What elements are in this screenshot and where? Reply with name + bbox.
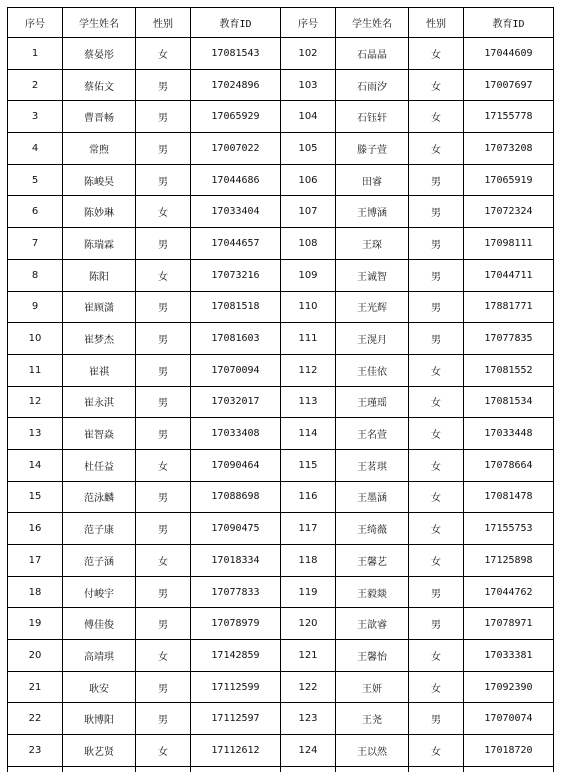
- cell-id-left: 17007022: [191, 133, 281, 165]
- cell-seq-left: 14: [8, 449, 63, 481]
- cell-seq-left: 1: [8, 38, 63, 70]
- cell-gender-left: 男: [136, 386, 191, 418]
- cell-name-right: 王尧: [336, 703, 409, 735]
- cell-gender-left: 女: [136, 640, 191, 672]
- cell-gender-right: 女: [409, 640, 464, 672]
- cell-seq-left: 21: [8, 671, 63, 703]
- cell-name-left: 崔顾潇: [63, 291, 136, 323]
- cell-seq-left: 20: [8, 640, 63, 672]
- cell-seq-left: 5: [8, 164, 63, 196]
- cell-name-right: 王博涵: [336, 196, 409, 228]
- cell-id-left: 17088698: [191, 481, 281, 513]
- cell-seq-left: 23: [8, 735, 63, 767]
- cell-name-right: 王绮薇: [336, 513, 409, 545]
- cell-gender-right: 男: [409, 608, 464, 640]
- cell-name-left: 范子康: [63, 513, 136, 545]
- cell-seq-right: 105: [281, 133, 336, 165]
- cell-name-right: 王名萱: [336, 418, 409, 450]
- cell-seq-right: 112: [281, 354, 336, 386]
- cell-name-left: 耿艺贤: [63, 735, 136, 767]
- cell-gender-left: 男: [136, 513, 191, 545]
- cell-gender-left: 女: [136, 735, 191, 767]
- cell-id-left: 17077833: [191, 576, 281, 608]
- cell-gender-right: 女: [409, 386, 464, 418]
- cell-id-right: 17077835: [464, 323, 554, 355]
- cell-name-left: 陈瑞霖: [63, 228, 136, 260]
- cell-gender-left: 女: [136, 38, 191, 70]
- cutoff-cell: [8, 766, 63, 772]
- cell-name-left: 蔡晏彤: [63, 38, 136, 70]
- cutoff-cell: [281, 766, 336, 772]
- cell-seq-right: 104: [281, 101, 336, 133]
- cell-id-right: 17881771: [464, 291, 554, 323]
- cell-id-left: 17024896: [191, 69, 281, 101]
- roster-body: [8, 38, 554, 772]
- cell-name-right: 王诚智: [336, 259, 409, 291]
- table-row: [8, 386, 554, 418]
- cell-seq-left: 12: [8, 386, 63, 418]
- table-row: [8, 196, 554, 228]
- cell-seq-left: 18: [8, 576, 63, 608]
- table-row: [8, 735, 554, 767]
- cell-seq-right: 110: [281, 291, 336, 323]
- cell-id-left: 17112599: [191, 671, 281, 703]
- cell-id-left: 17018334: [191, 545, 281, 577]
- cell-name-right: 王馨艺: [336, 545, 409, 577]
- cell-name-right: 滕子萱: [336, 133, 409, 165]
- table-row: [8, 101, 554, 133]
- cell-gender-left: 女: [136, 449, 191, 481]
- cell-name-left: 傅佳俊: [63, 608, 136, 640]
- cell-gender-left: 男: [136, 228, 191, 260]
- header-id-left: 教育ID: [191, 8, 281, 38]
- cutoff-cell: [63, 766, 136, 772]
- cell-id-left: 17142859: [191, 640, 281, 672]
- cell-id-right: 17033448: [464, 418, 554, 450]
- cell-seq-right: 106: [281, 164, 336, 196]
- table-row: [8, 418, 554, 450]
- cell-name-left: 陈妙琳: [63, 196, 136, 228]
- cell-name-left: 杜任益: [63, 449, 136, 481]
- cell-seq-right: 117: [281, 513, 336, 545]
- table-row: [8, 703, 554, 735]
- cell-name-right: 王馨怡: [336, 640, 409, 672]
- cell-gender-left: 男: [136, 481, 191, 513]
- cell-gender-left: 男: [136, 608, 191, 640]
- cell-seq-left: 17: [8, 545, 63, 577]
- cell-id-right: 17044609: [464, 38, 554, 70]
- cell-gender-right: 男: [409, 576, 464, 608]
- cell-name-left: 高靖琪: [63, 640, 136, 672]
- cell-gender-right: 男: [409, 323, 464, 355]
- cell-id-right: 17073208: [464, 133, 554, 165]
- header-gender-left: 性别: [136, 8, 191, 38]
- cell-name-right: 王茗琪: [336, 449, 409, 481]
- cell-gender-left: 男: [136, 291, 191, 323]
- table-row: [8, 354, 554, 386]
- cell-id-right: 17033381: [464, 640, 554, 672]
- cell-gender-right: 女: [409, 671, 464, 703]
- cell-name-left: 崔永淇: [63, 386, 136, 418]
- table-row: [8, 449, 554, 481]
- cell-id-right: 17007697: [464, 69, 554, 101]
- cell-seq-right: 111: [281, 323, 336, 355]
- cell-name-right: 王滉月: [336, 323, 409, 355]
- table-row: [8, 291, 554, 323]
- cell-name-left: 范泳麟: [63, 481, 136, 513]
- cell-name-left: 范子涵: [63, 545, 136, 577]
- cell-name-right: 王以然: [336, 735, 409, 767]
- cell-seq-left: 4: [8, 133, 63, 165]
- cell-name-right: 王瑾瑶: [336, 386, 409, 418]
- table-row: [8, 608, 554, 640]
- cell-id-right: 17098111: [464, 228, 554, 260]
- header-seq-left: 序号: [8, 8, 63, 38]
- cell-gender-right: 男: [409, 164, 464, 196]
- cell-gender-left: 女: [136, 545, 191, 577]
- cell-gender-right: 男: [409, 291, 464, 323]
- cell-id-right: 17078971: [464, 608, 554, 640]
- table-row: [8, 640, 554, 672]
- cell-gender-right: 女: [409, 354, 464, 386]
- cell-gender-right: 女: [409, 101, 464, 133]
- header-id-right: 教育ID: [464, 8, 554, 38]
- header-name-left: 学生姓名: [63, 8, 136, 38]
- cell-id-left: 17073216: [191, 259, 281, 291]
- cell-seq-left: 8: [8, 259, 63, 291]
- cell-name-right: 田睿: [336, 164, 409, 196]
- cell-gender-left: 男: [136, 69, 191, 101]
- table-row: [8, 545, 554, 577]
- table-row-cutoff: [8, 766, 554, 772]
- cell-name-right: 石钰轩: [336, 101, 409, 133]
- cell-id-left: 17090464: [191, 449, 281, 481]
- header-gender-right: 性别: [409, 8, 464, 38]
- cell-seq-right: 120: [281, 608, 336, 640]
- cell-id-right: 17065919: [464, 164, 554, 196]
- header-name-right: 学生姓名: [336, 8, 409, 38]
- cell-name-left: 崔梦杰: [63, 323, 136, 355]
- cell-seq-right: 113: [281, 386, 336, 418]
- student-roster-table: [7, 7, 554, 772]
- cell-id-left: 17033408: [191, 418, 281, 450]
- cell-id-left: 17070094: [191, 354, 281, 386]
- cell-id-right: 17092390: [464, 671, 554, 703]
- cell-name-left: 陈峻昊: [63, 164, 136, 196]
- cell-id-left: 17081543: [191, 38, 281, 70]
- cell-id-right: 17018720: [464, 735, 554, 767]
- cell-seq-right: 121: [281, 640, 336, 672]
- cell-gender-left: 男: [136, 101, 191, 133]
- table-row: [8, 481, 554, 513]
- cell-gender-right: 女: [409, 69, 464, 101]
- cell-gender-left: 女: [136, 196, 191, 228]
- cell-seq-right: 115: [281, 449, 336, 481]
- cell-name-left: 崔祺: [63, 354, 136, 386]
- cell-name-right: 王佳依: [336, 354, 409, 386]
- cell-name-right: 王毅燚: [336, 576, 409, 608]
- cell-gender-left: 男: [136, 133, 191, 165]
- cell-id-left: 17033404: [191, 196, 281, 228]
- cell-seq-right: 119: [281, 576, 336, 608]
- cell-gender-right: 女: [409, 418, 464, 450]
- cell-gender-left: 男: [136, 671, 191, 703]
- cell-id-left: 17090475: [191, 513, 281, 545]
- cell-id-left: 17032017: [191, 386, 281, 418]
- cutoff-cell: [191, 766, 281, 772]
- cell-id-right: 17081552: [464, 354, 554, 386]
- cell-id-left: 17078979: [191, 608, 281, 640]
- cell-name-right: 石雨汐: [336, 69, 409, 101]
- cell-gender-right: 男: [409, 228, 464, 260]
- cell-id-right: 17070074: [464, 703, 554, 735]
- cell-name-left: 耿博阳: [63, 703, 136, 735]
- cell-name-right: 王歆睿: [336, 608, 409, 640]
- cell-gender-right: 女: [409, 513, 464, 545]
- cell-name-right: 王琛: [336, 228, 409, 260]
- cell-id-left: 17081603: [191, 323, 281, 355]
- cell-seq-right: 103: [281, 69, 336, 101]
- cutoff-cell: [464, 766, 554, 772]
- cell-seq-right: 116: [281, 481, 336, 513]
- table-row: [8, 323, 554, 355]
- cell-seq-left: 19: [8, 608, 63, 640]
- cutoff-cell: [136, 766, 191, 772]
- cell-gender-right: 女: [409, 545, 464, 577]
- cutoff-cell: [409, 766, 464, 772]
- cell-name-right: 王妍: [336, 671, 409, 703]
- cell-gender-left: 女: [136, 259, 191, 291]
- cell-id-right: 17044762: [464, 576, 554, 608]
- cell-gender-right: 男: [409, 703, 464, 735]
- cell-seq-right: 118: [281, 545, 336, 577]
- cell-seq-left: 16: [8, 513, 63, 545]
- cell-seq-left: 22: [8, 703, 63, 735]
- cell-seq-left: 7: [8, 228, 63, 260]
- cell-gender-right: 男: [409, 196, 464, 228]
- header-row: [8, 8, 554, 38]
- cell-id-right: 17155778: [464, 101, 554, 133]
- header-seq-right: 序号: [281, 8, 336, 38]
- cutoff-cell: [336, 766, 409, 772]
- cell-name-left: 崔智焱: [63, 418, 136, 450]
- cell-seq-left: 6: [8, 196, 63, 228]
- cell-seq-left: 15: [8, 481, 63, 513]
- cell-id-right: 17155753: [464, 513, 554, 545]
- cell-seq-right: 123: [281, 703, 336, 735]
- table-row: [8, 164, 554, 196]
- cell-gender-right: 女: [409, 133, 464, 165]
- cell-id-left: 17112612: [191, 735, 281, 767]
- table-row: [8, 228, 554, 260]
- cell-name-left: 陈阳: [63, 259, 136, 291]
- cell-seq-right: 114: [281, 418, 336, 450]
- cell-name-right: 王光辉: [336, 291, 409, 323]
- cell-gender-right: 女: [409, 449, 464, 481]
- table-row: [8, 38, 554, 70]
- cell-gender-left: 男: [136, 418, 191, 450]
- cell-id-right: 17078664: [464, 449, 554, 481]
- table-row: [8, 671, 554, 703]
- cell-seq-left: 10: [8, 323, 63, 355]
- table-row: [8, 69, 554, 101]
- cell-id-right: 17072324: [464, 196, 554, 228]
- cell-seq-right: 124: [281, 735, 336, 767]
- cell-name-left: 付峻宇: [63, 576, 136, 608]
- cell-gender-left: 男: [136, 164, 191, 196]
- cell-id-right: 17125898: [464, 545, 554, 577]
- cell-name-right: 王墨涵: [336, 481, 409, 513]
- cell-gender-right: 男: [409, 259, 464, 291]
- cell-seq-right: 102: [281, 38, 336, 70]
- cell-name-left: 蔡佑文: [63, 69, 136, 101]
- cell-name-left: 常煦: [63, 133, 136, 165]
- cell-id-left: 17044686: [191, 164, 281, 196]
- table-row: [8, 576, 554, 608]
- cell-seq-right: 108: [281, 228, 336, 260]
- cell-seq-right: 107: [281, 196, 336, 228]
- cell-name-right: 石晶晶: [336, 38, 409, 70]
- cell-gender-left: 男: [136, 576, 191, 608]
- cell-name-left: 耿安: [63, 671, 136, 703]
- cell-gender-right: 女: [409, 735, 464, 767]
- table-row: [8, 133, 554, 165]
- cell-id-left: 17044657: [191, 228, 281, 260]
- table-row: [8, 259, 554, 291]
- cell-seq-right: 109: [281, 259, 336, 291]
- cell-id-left: 17112597: [191, 703, 281, 735]
- cell-seq-left: 3: [8, 101, 63, 133]
- cell-id-right: 17044711: [464, 259, 554, 291]
- cell-id-right: 17081534: [464, 386, 554, 418]
- cell-gender-left: 男: [136, 703, 191, 735]
- table-row: [8, 513, 554, 545]
- cell-seq-left: 9: [8, 291, 63, 323]
- cell-name-left: 曹晋畅: [63, 101, 136, 133]
- cell-seq-left: 13: [8, 418, 63, 450]
- cell-gender-left: 男: [136, 354, 191, 386]
- cell-gender-right: 女: [409, 38, 464, 70]
- cell-id-right: 17081478: [464, 481, 554, 513]
- cell-seq-left: 11: [8, 354, 63, 386]
- cell-seq-left: 2: [8, 69, 63, 101]
- cell-seq-right: 122: [281, 671, 336, 703]
- cell-gender-right: 女: [409, 481, 464, 513]
- cell-id-left: 17065929: [191, 101, 281, 133]
- cell-id-left: 17081518: [191, 291, 281, 323]
- cell-gender-left: 男: [136, 323, 191, 355]
